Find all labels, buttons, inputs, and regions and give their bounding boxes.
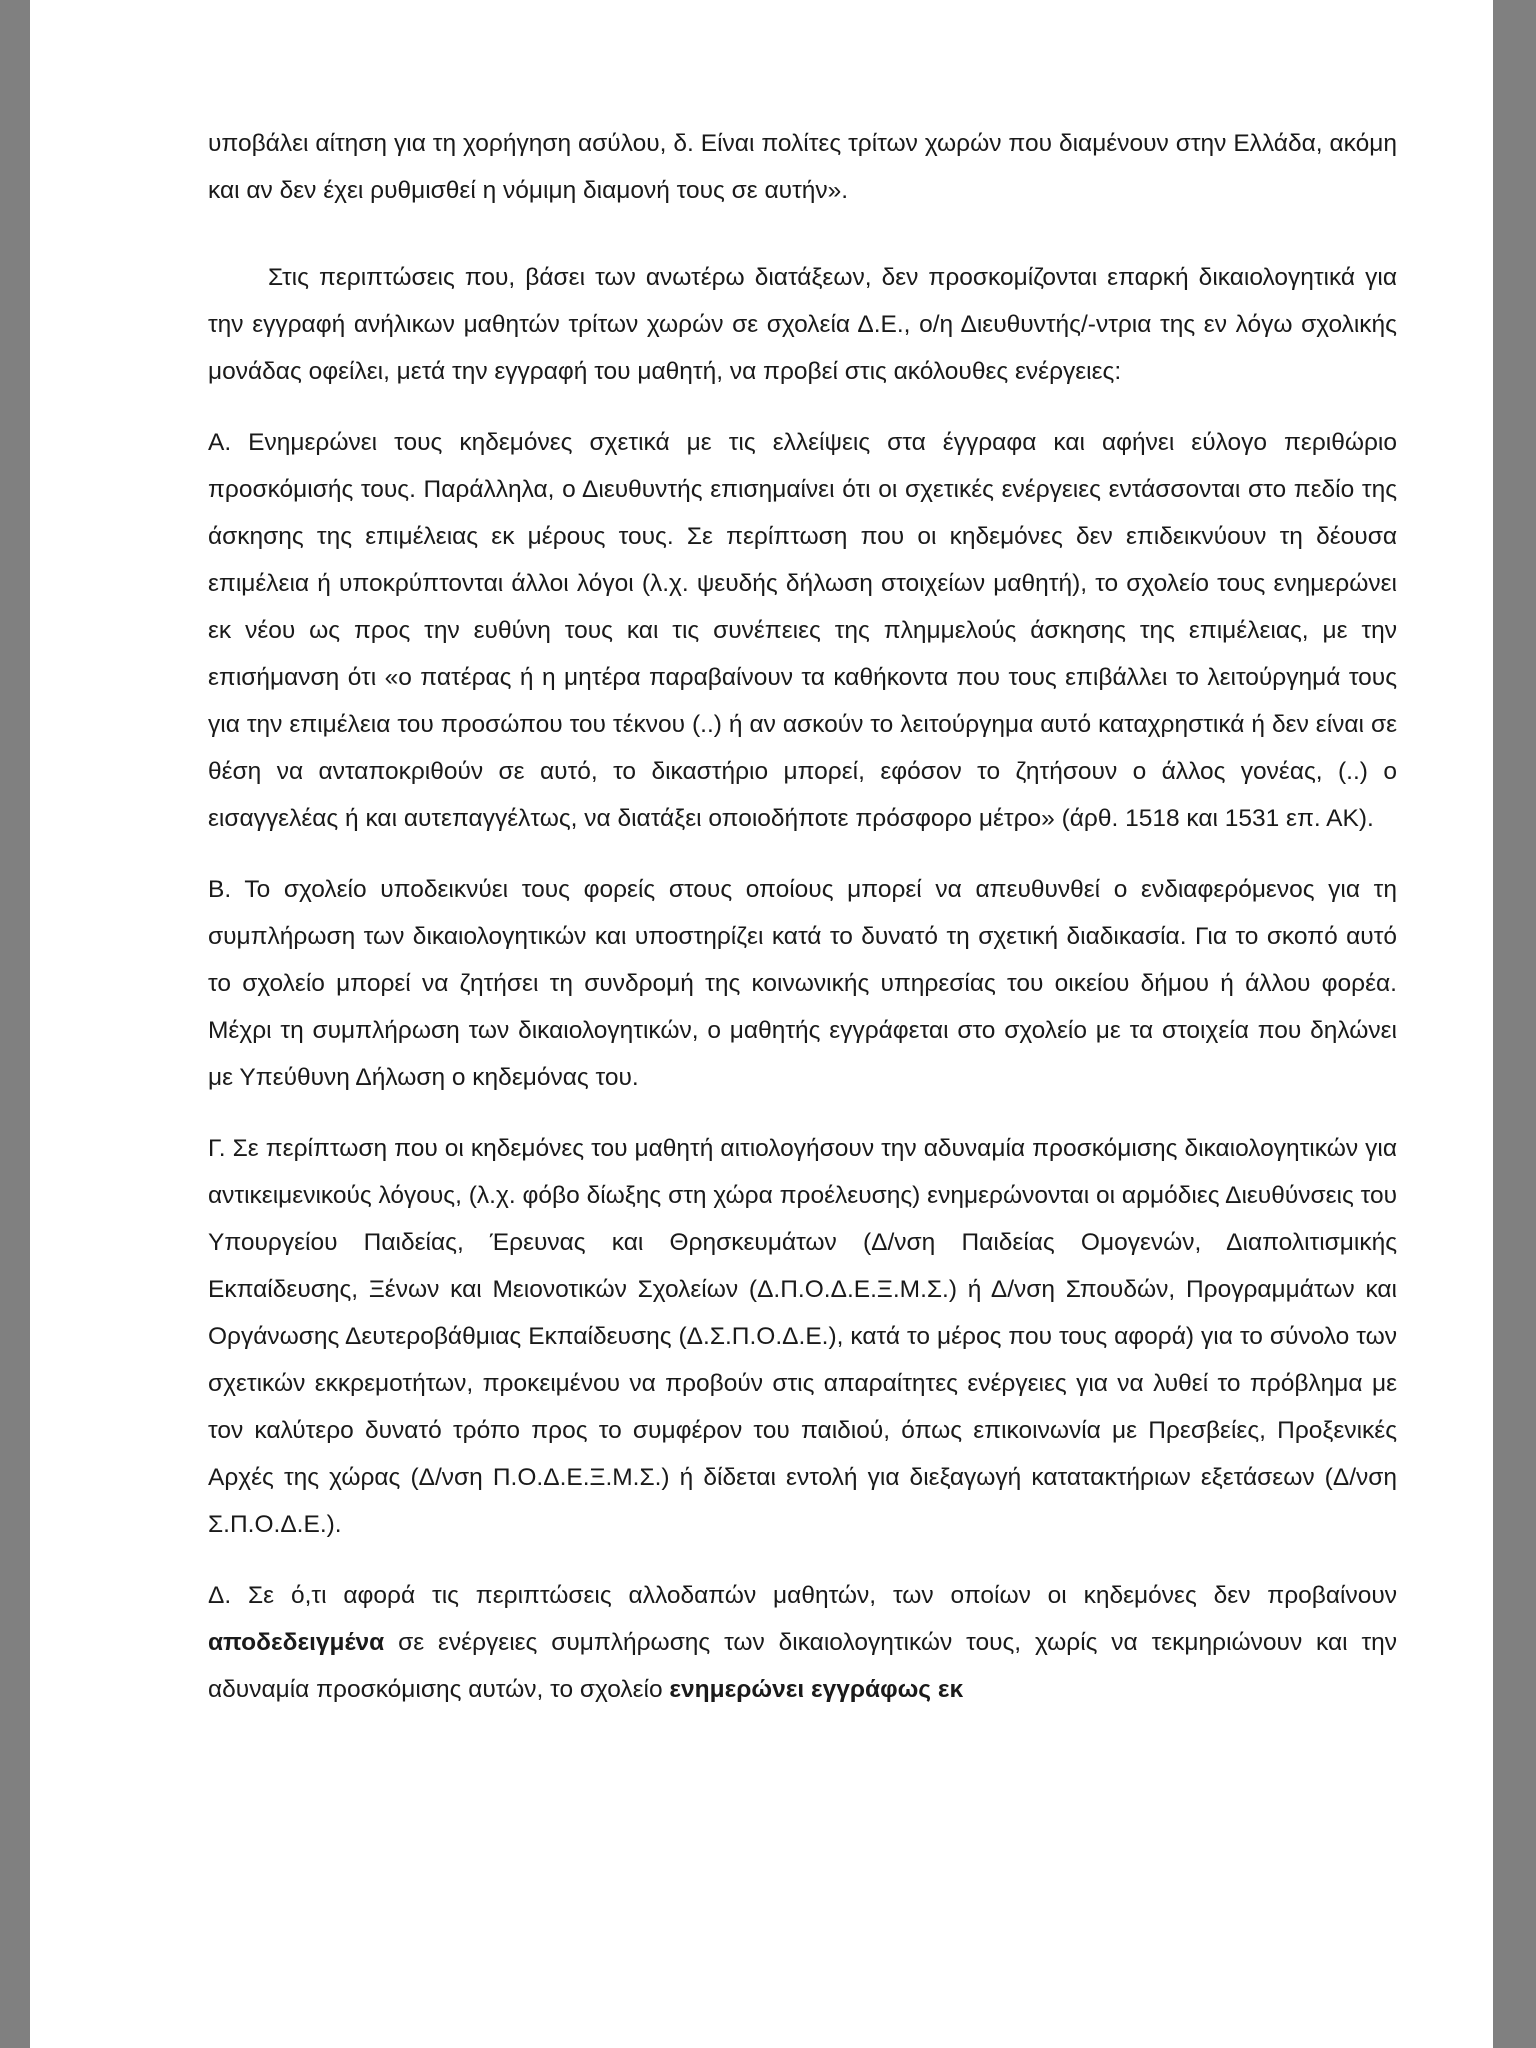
paragraph-item-d-bold-2: ενημερώνει εγγράφως εκ xyxy=(669,1676,964,1703)
paragraph-item-a: Α. Ενημερώνει τους κηδεμόνες σχετικά με τις ελλείψεις στα έγγραφα και αφήνει εύλογο περιθώριο προσκόμισής τους. Παράλληλα, ο Διευθυντής επισημαίνει ότι οι σχετικές ενέργειες εντάσσονται στο πεδίο της άσκησης της επιμέλειας εκ μέρους τους. Σε περίπτωση που οι κηδεμόνες δεν επιδεικνύουν τη δέουσα επιμέλεια ή υποκρύπτονται άλλοι λόγοι (λ.χ. ψευδής δήλωση στοιχείων μαθητή), το σχολείο τους ενημερώνει εκ νέου ως προς την ευθύνη τους και τις συνέπειες της πλημμελούς άσκησης της επιμέλειας, με την επισήμανση ότι «ο πατέρας ή η μητέρα παραβαίνουν τα καθήκοντα που τους επιβάλλει το λειτούργημά τους για την επιμέλεια του προσώπου του τέκνου (..) ή αν ασκούν το λειτούργημα αυτό καταχρηστικά ή δεν είναι σε θέση να ανταποκριθούν σε αυτό, το δικαστήριο μπορεί, εφόσον το ζητήσουν ο άλλος γονέας, (..) ο εισαγγελέας ή και αυτεπαγγέλτως, να διατάξει οποιοδήποτε πρόσφορο μέτρο» (άρθ. 1518 και 1531 επ. ΑΚ). xyxy=(208,429,1397,832)
paragraph-asylum-continuation: υποβάλει αίτηση για τη χορήγηση ασύλου, δ. Είναι πολίτες τρίτων χωρών που διαμένουν στην Ελλάδα, ακόμη και αν δεν έχει ρυθμισθεί η νόμιμη διαμονή τους σε αυτήν». xyxy=(208,130,1397,204)
document-body xyxy=(208,120,1397,1713)
paragraph-item-c: Γ. Σε περίπτωση που οι κηδεμόνες του μαθητή αιτιολογήσουν την αδυναμία προσκόμισης δικαιολογητικών για αντικειμενικούς λόγους, (λ.χ. φόβο δίωξης στη χώρα προέλευσης) ενημερώνονται οι αρμόδιες Διευθύνσεις του Υπουργείου Παιδείας, Έρευνας και Θρησκευμάτων (Δ/νση Παιδείας Ομογενών, Διαπολιτισμικής Εκπαίδευσης, Ξένων και Μειονοτικών Σχολείων (Δ.Π.Ο.Δ.Ε.Ξ.Μ.Σ.) ή Δ/νση Σπουδών, Προγραμμάτων και Οργάνωσης Δευτεροβάθμιας Εκπαίδευσης (Δ.Σ.Π.Ο.Δ.Ε.), κατά το μέρος που τους αφορά) για το σύνολο των σχετικών εκκρεμοτήτων, προκειμένου να προβούν στις απαραίτητες ενέργειες για να λυθεί το πρόβλημα με τον καλύτερο δυνατό τρόπο προς το συμφέρον του παιδιού, όπως επικοινωνία με Πρεσβείες, Προξενικές Αρχές της χώρας (Δ/νση Π.Ο.Δ.Ε.Ξ.Μ.Σ.) ή δίδεται εντολή για διεξαγωγή κατατακτήριων εξετάσεων (Δ/νση Σ.Π.Ο.Δ.Ε.). xyxy=(208,1135,1397,1538)
paragraph-insufficient-documents: Στις περιπτώσεις που, βάσει των ανωτέρω διατάξεων, δεν προσκομίζονται επαρκή δικαιολογητικά για την εγγραφή ανήλικων μαθητών τρίτων χωρών σε σχολεία Δ.Ε., ο/η Διευθυντής/-ντρια της εν λόγω σχολικής μονάδας οφείλει, μετά την εγγραφή του μαθητή, να προβεί στις ακόλουθες ενέργειες: xyxy=(208,264,1397,385)
paragraph-item-b: Β. Το σχολείο υποδεικνύει τους φορείς στους οποίους μπορεί να απευθυνθεί ο ενδιαφερόμενος για τη συμπλήρωση των δικαιολογητικών και υποστηρίζει κατά το δυνατό τη σχετική διαδικασία. Για το σκοπό αυτό το σχολείο μπορεί να ζητήσει τη συνδρομή της κοινωνικής υπηρεσίας του οικείου δήμου ή άλλου φορέα. Μέχρι τη συμπλήρωση των δικαιολογητικών, ο μαθητής εγγράφεται στο σχολείο με τα στοιχεία που δηλώνει με Υπεύθυνη Δήλωση ο κηδεμόνας του. xyxy=(208,876,1397,1091)
paragraph-item-d-part-1: Δ. Σε ό,τι αφορά τις περιπτώσεις αλλοδαπών μαθητών, των οποίων οι κηδεμόνες δεν προβαίνουν xyxy=(208,1582,1397,1609)
paragraph-item-d xyxy=(208,1572,1397,1713)
document-page xyxy=(30,0,1493,2048)
paragraph-item-d-part-2: σε ενέργειες συμπλήρωσης των δικαιολογητικών τους, χωρίς να τεκμηριώνουν και την αδυναμία προσκόμισης αυτών, το σχολείο xyxy=(208,1629,1397,1703)
paragraph-item-d-bold-1: αποδεδειγμένα xyxy=(208,1629,385,1656)
